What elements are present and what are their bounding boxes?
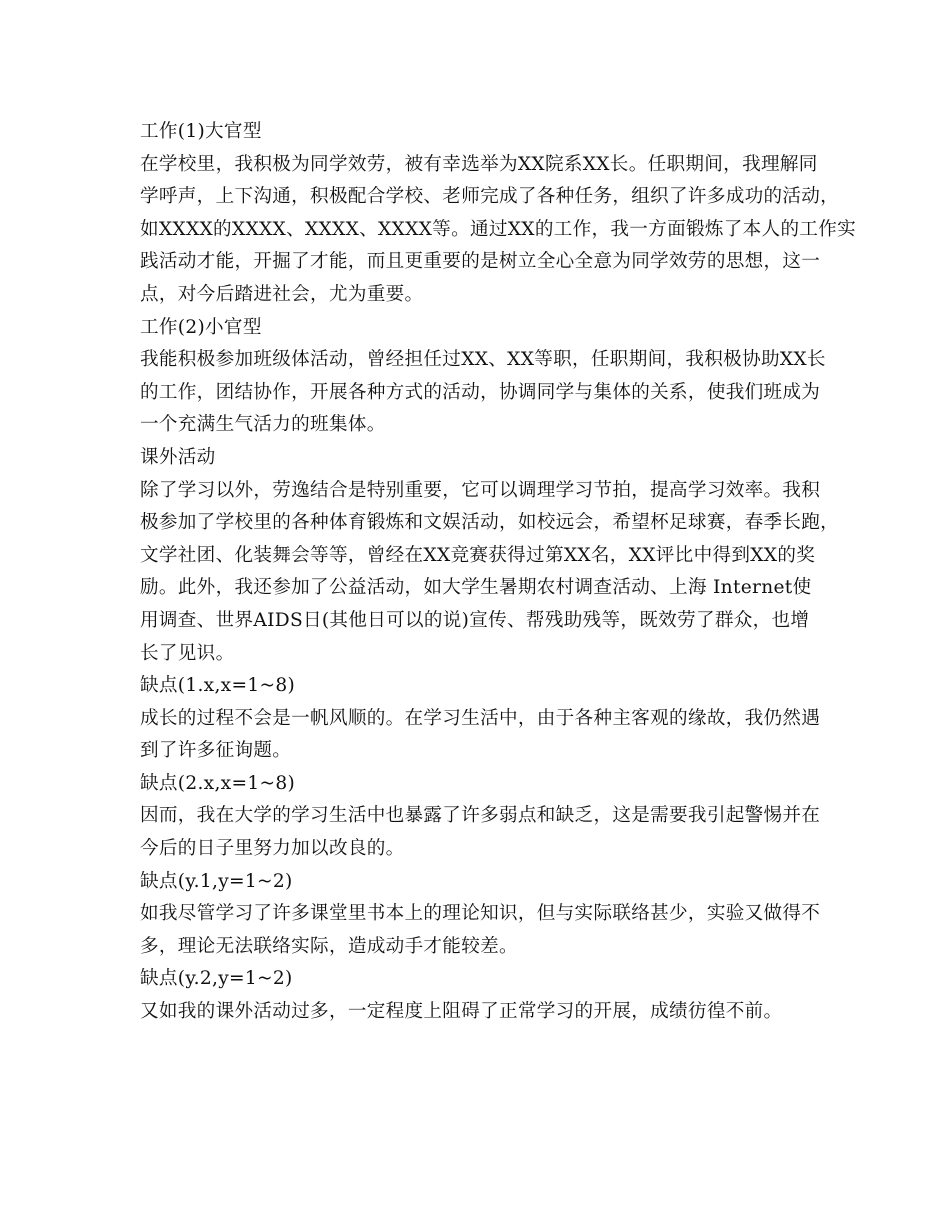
paragraph-line: 除了学习以外，劳逸结合是特别重要，它可以调理学习节拍，提高学习效率。我积	[140, 479, 821, 501]
section-weakness-y1	[140, 866, 822, 964]
paragraph-line: 多，理论无法联络实际，造成动手才能较差。	[140, 935, 518, 957]
paragraph-line: 一个充满生气活力的班集体。	[140, 414, 386, 436]
section-weakness-y2	[140, 963, 822, 1028]
paragraph-line: 的工作，团结协作，开展各种方式的活动，协调同学与集体的关系，使我们班成为	[140, 381, 821, 403]
section-work-2	[140, 312, 826, 442]
section-weakness-1	[140, 670, 822, 768]
section-heading: 工作(2)小官型	[140, 316, 262, 338]
paragraph-line: 用调查、世界AIDS日(其他日可以的说)宣传、帮残助残等，既效劳了群众，也增	[140, 609, 810, 631]
section-heading: 缺点(1.x,x=1~8)	[140, 675, 296, 697]
paragraph-line: 到了许多征询题。	[140, 740, 292, 762]
paragraph-line: 点，对今后踏进社会，尤为重要。	[140, 283, 424, 305]
paragraph-line: 学呼声，上下沟通，积极配合学校、老师完成了各种任务，组织了许多成功的活动，	[140, 186, 840, 208]
section-heading: 缺点(y.2,y=1~2)	[140, 968, 293, 990]
paragraph-line: 励。此外，我还参加了公益活动，如大学生暑期农村调查活动、上海 Internet使	[140, 577, 812, 599]
document-body	[140, 116, 857, 1029]
paragraph-line: 文学社团、化装舞会等等，曾经在XX竞赛获得过第XX名，XX评比中得到XX的奖	[140, 544, 816, 566]
paragraph-line: 因而，我在大学的学习生活中也暴露了许多弱点和缺乏，这是需要我引起警惕并在	[140, 805, 821, 827]
paragraph-line: 如XXXX的XXXX、XXXX、XXXX等。通过XX的工作，我一方面锻炼了本人的工作实	[140, 218, 857, 240]
section-heading: 课外活动	[140, 446, 216, 468]
paragraph-line: 又如我的课外活动过多，一定程度上阻碍了正常学习的开展，成绩彷徨不前。	[140, 1001, 783, 1023]
paragraph-line: 今后的日子里努力加以改良的。	[140, 838, 405, 860]
paragraph-line: 在学校里，我积极为同学效劳，被有幸选举为XX院系XX长。任职期间，我理解同	[140, 153, 818, 175]
section-heading: 工作(1)大官型	[140, 121, 262, 142]
section-heading: 缺点(y.1,y=1~2)	[140, 870, 293, 892]
paragraph-line: 如我尽管学习了许多课堂里书本上的理论知识，但与实际联络甚少，实验又做得不	[140, 903, 821, 925]
paragraph-line: 践活动才能，开掘了才能，而且更重要的是树立全心全意为同学效劳的思想，这一	[140, 251, 821, 273]
paragraph-line: 成长的过程不会是一帆风顺的。在学习生活中，由于各种主客观的缘故，我仍然遇	[140, 707, 821, 729]
section-extracurricular	[140, 442, 840, 670]
section-weakness-2	[140, 768, 822, 866]
paragraph-line: 长了见识。	[140, 642, 235, 664]
paragraph-line: 我能积极参加班级体活动，曾经担任过XX、XX等职，任职期间，我积极协助XX长	[140, 349, 826, 371]
section-heading: 缺点(2.x,x=1~8)	[140, 772, 296, 794]
section-work-1	[140, 116, 857, 312]
paragraph-line: 极参加了学校里的各种体育锻炼和文娱活动，如校远会，希望杯足球赛，春季长跑，	[140, 512, 840, 534]
